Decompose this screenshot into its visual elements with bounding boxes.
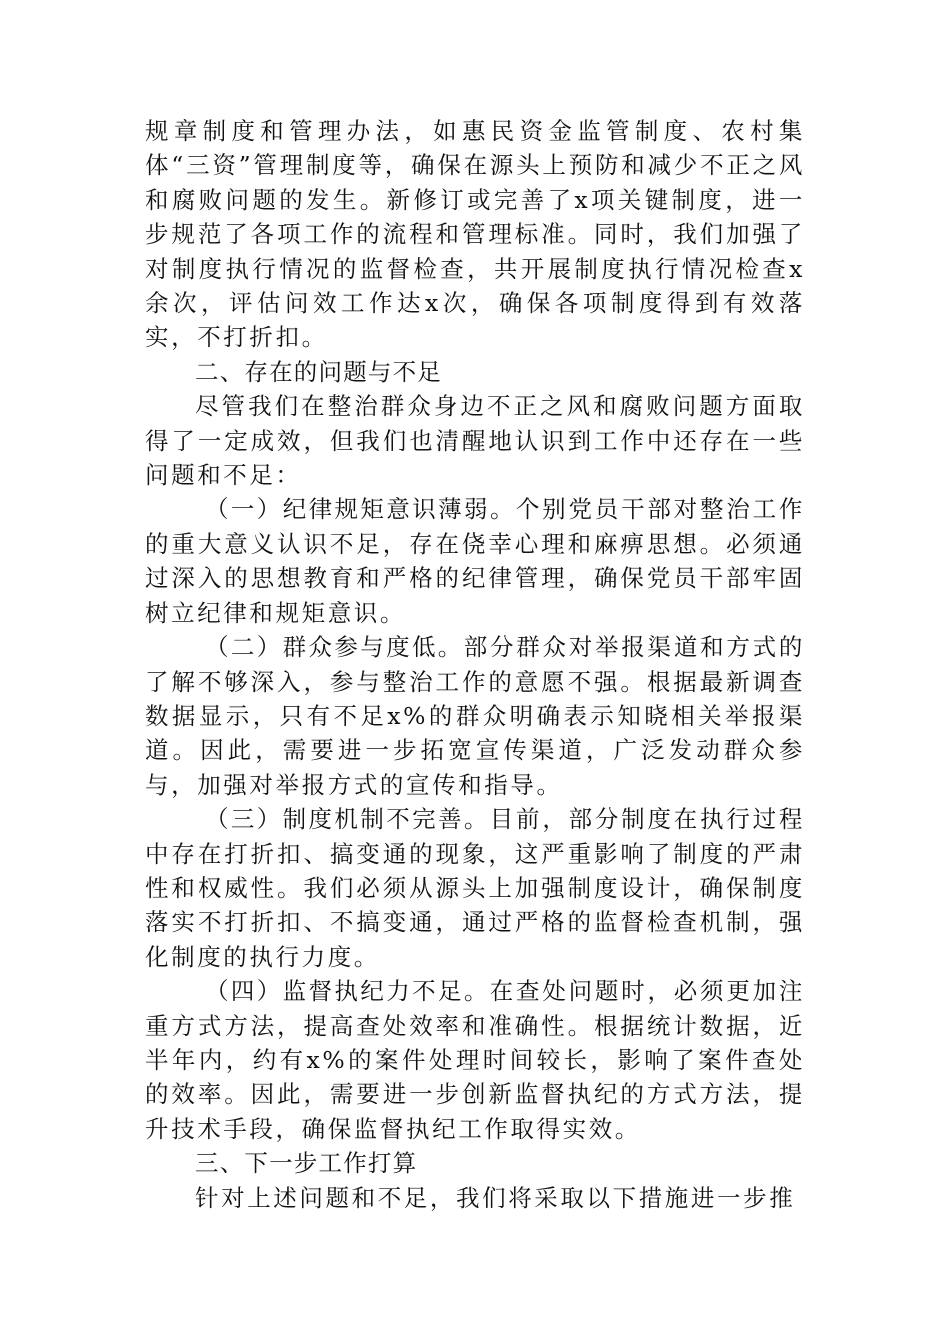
problem-item-body: 目前，部分制度在执行过程中存在打折扣、搞变通的现象，这严重影响了制度的严肃性和权威性。我们必须从源头上加强制度设计，确保制度落实不打折扣、不搞变通，通过严格的监督检查机制，强化制度的执行力度。	[145, 805, 805, 971]
section-intro-next-steps: 针对上述问题和不足，我们将采取以下措施进一步推	[195, 1183, 796, 1212]
problem-item-body: 在查处问题时，必须更加注重方式方法，提高查处效率和准确性。根据统计数据，近半年内，约有x%的案件处理时间较长，影响了案件查处的效率。因此，需要进一步创新监督执纪的方式方法，提升技术手段，确保监督执纪工作取得实效。	[145, 977, 805, 1143]
problem-item-participation	[145, 630, 805, 802]
continued-paragraph: 规章制度和管理办法，如惠民资金监管制度、农村集体“三资”管理制度等，确保在源头上预防和减少不正之风和腐败问题的发生。新修订或完善了x项关键制度，进一步规范了各项工作的流程和管理标准。同时，我们加强了对制度执行情况的监督检查，共开展制度执行情况检查x余次，评估问效工作达x次，确保各项制度得到有效落实，不打折扣。	[145, 117, 805, 352]
problem-item-body: 部分群众对举报渠道和方式的了解不够深入，参与整治工作的意愿不强。根据最新调查数据显示，只有不足x%的群众明确表示知晓相关举报渠道。因此，需要进一步拓宽宣传渠道，广泛发动群众参与，加强对举报方式的宣传和指导。	[145, 633, 805, 799]
problem-item-title: （二）群众参与度低。	[205, 633, 464, 662]
section-heading-next-steps: 三、下一步工作打算	[195, 1149, 418, 1178]
problem-item-title: （一）纪律规矩意识薄弱。	[205, 495, 516, 524]
problem-item-body: 个别党员干部对整治工作的重大意义认识不足，存在侥幸心理和麻痹思想。必须通过深入的思想教育和严格的纪律管理，确保党员干部牢固树立纪律和规矩意识。	[145, 495, 805, 627]
section-heading-problems: 二、存在的问题与不足	[195, 357, 442, 386]
problem-item-mechanism	[145, 802, 805, 974]
document-page	[145, 114, 805, 1215]
section-intro-problems: 尽管我们在整治群众身边不正之风和腐败问题方面取得了一定成效，但我们也清醒地认识到工作中还存在一些问题和不足：	[145, 392, 805, 490]
problem-item-supervision	[145, 974, 805, 1146]
problem-item-title: （三）制度机制不完善。	[205, 805, 490, 834]
problem-item-discipline	[145, 492, 805, 630]
problem-item-title: （四）监督执纪力不足。	[205, 977, 490, 1006]
